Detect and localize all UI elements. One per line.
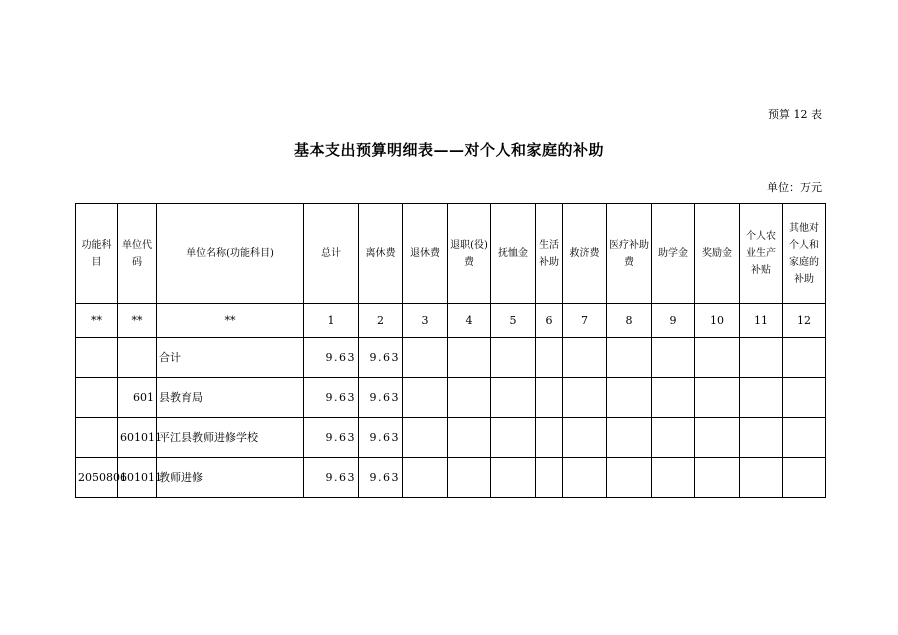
header-cell: 功能科目 [76,204,118,304]
unit-label: 单位：万元 [767,181,822,194]
header-row [76,204,826,304]
empty-cell [536,338,563,378]
empty-cell [695,338,740,378]
lixiu-cell: 9.63 [359,338,403,378]
unit-code-cell: 601011 [118,418,157,458]
unit-code-cell: 601011 [118,458,157,498]
header-cell: 救济费 [563,204,607,304]
budget-table [75,203,826,498]
empty-cell [563,458,607,498]
func-code-cell [76,378,118,418]
header-cell: 其他对个人和家庭的补助 [783,204,826,304]
index-cell: 5 [491,304,536,338]
index-cell: 11 [740,304,783,338]
table-row [76,418,826,458]
empty-cell [652,378,695,418]
header-cell: 单位名称(功能科目) [157,204,304,304]
empty-cell [448,418,491,458]
form-code: 预算 12 表 [768,108,822,121]
header-cell: 个人农业生产补贴 [740,204,783,304]
lixiu-cell: 9.63 [359,378,403,418]
total-cell: 9.63 [304,418,359,458]
index-cell: 1 [304,304,359,338]
header-cell: 助学金 [652,204,695,304]
header-cell: 总计 [304,204,359,304]
empty-cell [652,418,695,458]
empty-cell [740,418,783,458]
header-cell: 医疗补助费 [607,204,652,304]
empty-cell [491,458,536,498]
empty-cell [491,418,536,458]
empty-cell [607,458,652,498]
total-cell: 9.63 [304,458,359,498]
lixiu-cell: 9.63 [359,458,403,498]
empty-cell [563,378,607,418]
empty-cell [783,338,826,378]
empty-cell [740,378,783,418]
unit-name-cell: 平江县教师进修学校 [157,418,304,458]
index-cell: 7 [563,304,607,338]
table-row [76,378,826,418]
empty-cell [607,378,652,418]
index-cell: 3 [403,304,448,338]
lixiu-cell: 9.63 [359,418,403,458]
index-cell: ** [118,304,157,338]
index-cell: 6 [536,304,563,338]
empty-cell [491,378,536,418]
header-cell: 生活补助 [536,204,563,304]
empty-cell [607,418,652,458]
empty-cell [695,378,740,418]
index-row [76,304,826,338]
index-cell: 12 [783,304,826,338]
header-cell: 退职(役)费 [448,204,491,304]
empty-cell [783,458,826,498]
empty-cell [783,418,826,458]
header-cell: 单位代码 [118,204,157,304]
empty-cell [652,458,695,498]
table-row [76,338,826,378]
empty-cell [536,458,563,498]
empty-cell [783,378,826,418]
empty-cell [607,338,652,378]
unit-code-cell [118,338,157,378]
header-cell: 离休费 [359,204,403,304]
unit-name-cell: 合计 [157,338,304,378]
empty-cell [695,458,740,498]
empty-cell [403,418,448,458]
empty-cell [403,458,448,498]
empty-cell [695,418,740,458]
total-cell: 9.63 [304,378,359,418]
index-cell: 4 [448,304,491,338]
index-cell: 10 [695,304,740,338]
total-cell: 9.63 [304,338,359,378]
func-code-cell [76,418,118,458]
unit-code-cell: 601 [118,378,157,418]
header-cell: 退休费 [403,204,448,304]
empty-cell [448,378,491,418]
index-cell: 9 [652,304,695,338]
func-code-cell: 2050801 [76,458,118,498]
index-cell: ** [157,304,304,338]
empty-cell [536,418,563,458]
header-cell: 奖励金 [695,204,740,304]
empty-cell [403,338,448,378]
func-code-cell [76,338,118,378]
index-cell: 2 [359,304,403,338]
index-cell: 8 [607,304,652,338]
empty-cell [563,418,607,458]
table-row [76,458,826,498]
unit-name-cell: 教师进修 [157,458,304,498]
page-title: 基本支出预算明细表——对个人和家庭的补助 [293,141,604,159]
index-cell: ** [76,304,118,338]
unit-name-cell: 县教育局 [157,378,304,418]
header-cell: 抚恤金 [491,204,536,304]
empty-cell [740,338,783,378]
empty-cell [563,338,607,378]
empty-cell [448,458,491,498]
empty-cell [448,338,491,378]
empty-cell [403,378,448,418]
empty-cell [652,338,695,378]
empty-cell [491,338,536,378]
empty-cell [536,378,563,418]
empty-cell [740,458,783,498]
